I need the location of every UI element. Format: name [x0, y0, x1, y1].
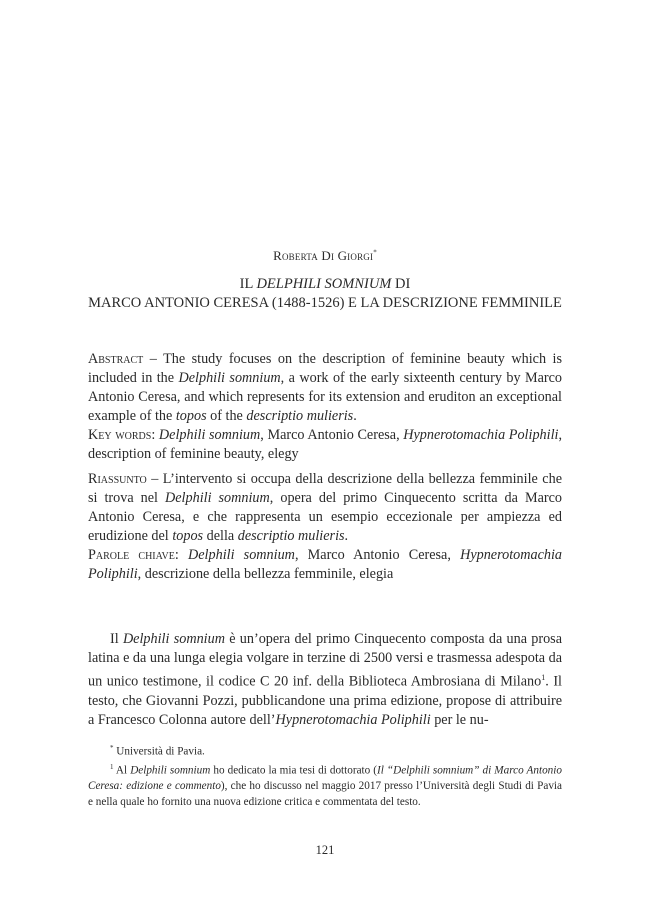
abstract-italic: topos: [175, 408, 207, 424]
footnote-ref-1[interactable]: 1: [541, 673, 546, 682]
footnote-1: [88, 760, 562, 810]
riassunto-text: .: [344, 528, 349, 544]
footnote-text: ho dedicato la mia tesi di dottorato (: [210, 764, 378, 777]
page-number: 121: [315, 843, 335, 857]
riassunto-label: Riassunto: [88, 471, 147, 487]
abstract-text: .: [353, 408, 357, 424]
key-words-italic: Delphili somnium: [158, 427, 261, 443]
abstract: [88, 350, 562, 426]
key-words-italic: Hypnerotomachia Poliphili: [403, 427, 559, 443]
parole-chiave-label: Parole chiave: [88, 547, 175, 563]
title-line-1: [0, 275, 650, 294]
body-span: Il: [110, 631, 123, 647]
abstract-text: – The study focuses on the description of feminine beauty which is included in the: [88, 351, 562, 386]
abstract-italic: Delphili somnium: [178, 370, 281, 386]
abstract-text: , a work of the early sixteenth century by Marco Antonio Ceresa, and which represents for its extension and eruditon an exceptional example of the: [88, 370, 562, 424]
key-words-text: , description of feminine beauty, elegy: [88, 427, 562, 462]
key-words-text: :: [151, 427, 159, 443]
footnote-text: Università di Pavia.: [113, 745, 205, 758]
footnote-text: Al: [113, 764, 131, 777]
key-words: [88, 426, 562, 464]
riassunto-italic: Delphili somnium: [165, 490, 270, 506]
body-italic: Delphili somnium: [122, 631, 225, 647]
parole-chiave-text: , Marco Antonio Ceresa,: [294, 547, 461, 563]
riassunto: [88, 470, 562, 546]
footnote-mark: *: [110, 744, 114, 752]
title-text: DI: [391, 276, 411, 292]
parole-chiave-text: :: [174, 547, 189, 563]
author-name: [0, 248, 650, 264]
riassunto-text: della: [203, 528, 238, 544]
riassunto-italic: descriptio mulieris: [237, 528, 345, 544]
riassunto-text: , opera del primo Cinquecento scritta da Marco Antonio Ceresa, e che rappresenta un esempio eccezionale per ampiezza ed erudizione del: [88, 490, 562, 544]
abstract-italic: descriptio mulieris: [246, 408, 354, 424]
body-span: è un’opera del primo Cinquecento composta da una prosa latina e da una lunga elegia volgare in terzine di 2500 versi e trasmessa adespota da un unico testimone, il codice C 20 inf. della Biblioteca Ambrosiana di Milano: [88, 631, 563, 690]
key-words-label: Key words: [88, 427, 152, 443]
footnote-mark: 1: [110, 763, 114, 772]
parole-chiave-italic: Hypnerotomachia Poliphili: [88, 547, 562, 582]
author-text: Roberta Di Giorgi: [273, 248, 374, 263]
abstract-text: of the: [206, 408, 247, 424]
footnote-italic: Il “Delphili somnium” di Marco Antonio Ceresa: edizione e commento: [88, 764, 562, 793]
article-title: [0, 275, 650, 313]
footnote-text: ), che ho discusso nel maggio 2017 presso l’Università degli Studi di Pavia e nella quale ho fornito una nuova edizione critica e commentata del testo.: [88, 780, 562, 808]
body-span: . Il testo, che Giovanni Pozzi, pubblicandone una prima edizione, propose di attribuire a Francesco Colonna autore dell’: [88, 673, 562, 728]
footnote-star: [88, 741, 562, 760]
parole-chiave: [88, 546, 562, 584]
parole-chiave-text: , descrizione della bellezza femminile, elegia: [137, 566, 394, 582]
body-italic: Hypnerotomachia Poliphili: [275, 711, 431, 728]
title-text: IL: [239, 276, 257, 292]
footnote-italic: Delphili somnium: [130, 764, 211, 777]
body-text: [88, 630, 562, 730]
key-words-text: , Marco Antonio Ceresa,: [260, 427, 404, 443]
abstract-label: Abstract: [88, 351, 144, 367]
parole-chiave-italic: Delphili somnium: [188, 547, 295, 563]
body-paragraph: [88, 630, 562, 730]
title-italic: DELPHILI SOMNIUM: [256, 276, 392, 292]
body-span: per le nu-: [430, 711, 489, 728]
riassunto-text: – L’intervento si occupa della descrizione della bellezza femminile che si trova nel: [88, 471, 562, 506]
footnotes: [88, 741, 562, 810]
title-line-2: MARCO ANTONIO CERESA (1488-1526) E LA DESCRIZIONE FEMMINILE: [88, 295, 562, 311]
riassunto-italic: topos: [172, 528, 204, 544]
author-footnote-mark[interactable]: *: [373, 248, 377, 257]
